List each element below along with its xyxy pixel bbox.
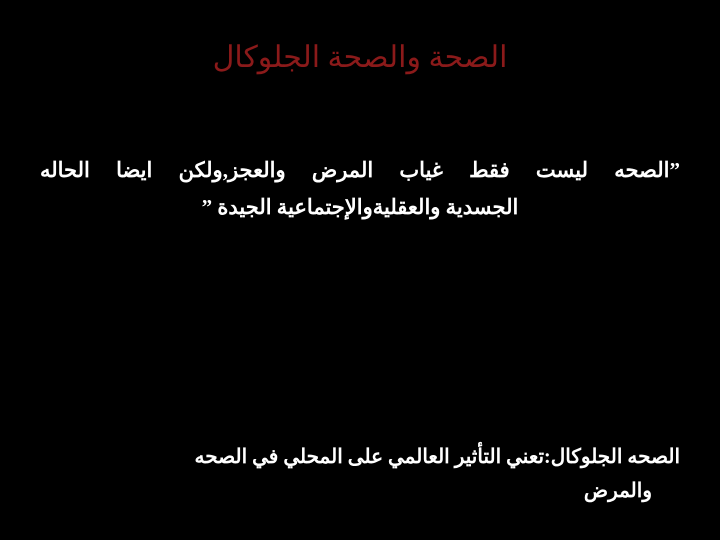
quote-line-2: الجسدية والعقليةوالإجتماعية الجيدة ” [201,194,519,219]
health-definition-quote [40,152,680,226]
glocal-health-definition [40,440,680,508]
definition-line-2: والمرض [583,480,652,502]
quote-line-1: ”الصحه ليست فقط غياب المرض والعجز,ولكن ايضا الحاله [40,158,680,182]
definition-line-1: الصحه الجلوكال:تعني التأثير العالمي على المحلي في الصحه [194,446,680,468]
page-title: الصحة والصحة الجلوكال [212,41,508,74]
